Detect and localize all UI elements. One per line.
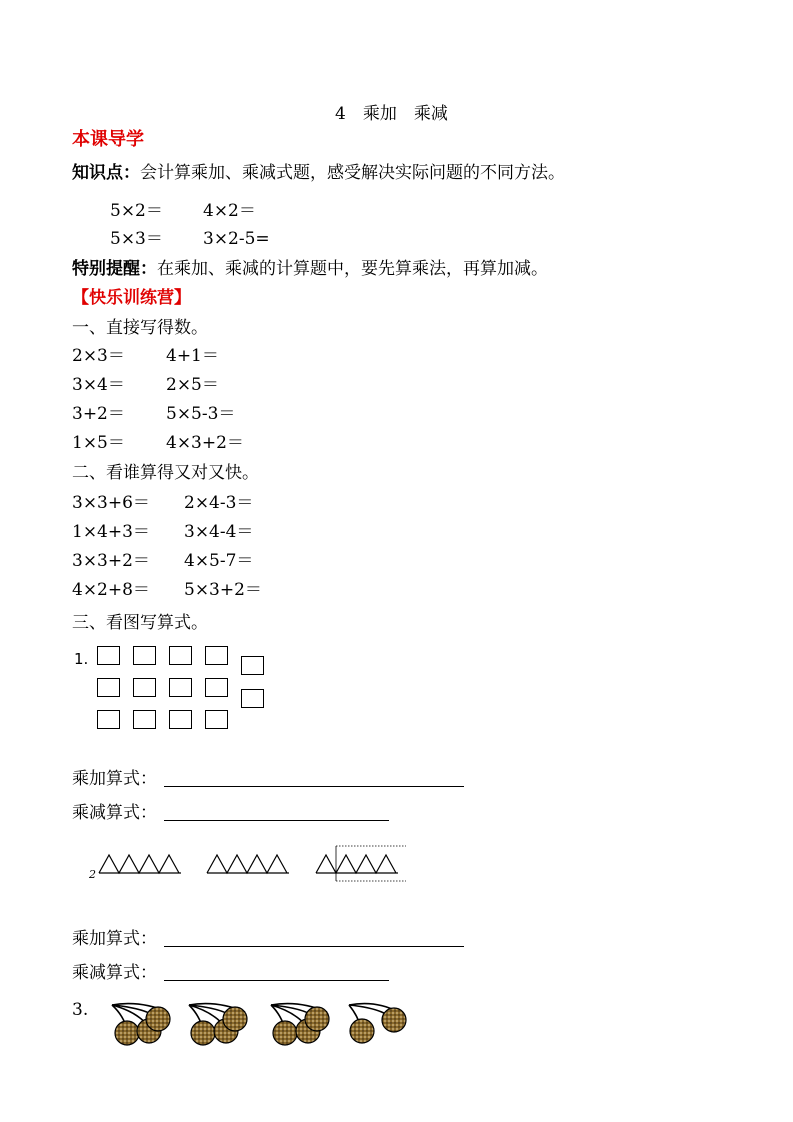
example-1b: 4×2＝ xyxy=(203,201,256,221)
q2-sub-label: 乘减算式： xyxy=(72,963,157,983)
example-2a: 5×3＝ xyxy=(110,229,163,249)
s2-r1-b: 2×4-3＝ xyxy=(184,493,254,513)
s1-r2-b: 2×5＝ xyxy=(166,375,219,395)
s1-r2-a: 3×4＝ xyxy=(72,375,125,395)
s2-r3-b: 4×5-7＝ xyxy=(184,551,254,571)
reminder-label: 特别提醒： xyxy=(72,259,157,279)
example-2b: 3×2-5= xyxy=(203,229,270,249)
cherry xyxy=(305,1007,329,1031)
section1-heading: 一、直接写得数。 xyxy=(72,318,208,338)
s1-r1-a: 2×3＝ xyxy=(72,346,125,366)
s2-r4-b: 5×3+2＝ xyxy=(184,580,262,600)
example-1a: 5×2＝ xyxy=(110,201,163,221)
cherry xyxy=(115,1021,139,1045)
knowledge-label: 知识点： xyxy=(72,163,140,183)
s2-r3-a: 3×3+2＝ xyxy=(72,551,150,571)
s2-r2-b: 3×4-4＝ xyxy=(184,522,254,542)
cherry xyxy=(273,1021,297,1045)
cherry xyxy=(223,1007,247,1031)
page-title: 4 乘加 乘减 xyxy=(335,104,448,124)
section2-heading: 二、看谁算得又对又快。 xyxy=(72,463,259,483)
q1-add-label: 乘加算式： xyxy=(72,769,157,789)
section3-heading: 三、看图写算式。 xyxy=(72,613,208,633)
s2-r4-a: 4×2+8＝ xyxy=(72,580,150,600)
q2-number: 2 xyxy=(89,868,96,881)
reminder-text: 在乘加、乘减的计算题中，要先算乘法，再算加减。 xyxy=(157,259,548,279)
s1-r3-a: 3+2＝ xyxy=(72,404,125,424)
s1-r1-b: 4+1＝ xyxy=(166,346,219,366)
guide-heading: 本课导学 xyxy=(72,129,144,150)
camp-heading: 【快乐训练营】 xyxy=(72,288,191,308)
cherry xyxy=(382,1008,406,1032)
cherry xyxy=(350,1019,374,1043)
q1-sub-label: 乘减算式： xyxy=(72,803,157,823)
knowledge-text: 会计算乘加、乘减式题，感受解决实际问题的不同方法。 xyxy=(140,163,565,183)
cherry xyxy=(146,1007,170,1031)
s2-r1-a: 3×3+6＝ xyxy=(72,493,150,513)
q3-number: 3. xyxy=(72,1000,89,1020)
s1-r4-b: 4×3+2＝ xyxy=(166,433,244,453)
q1-number: 1. xyxy=(74,650,89,668)
q2-add-label: 乘加算式： xyxy=(72,929,157,949)
cherry xyxy=(191,1021,215,1045)
s2-r2-a: 1×4+3＝ xyxy=(72,522,150,542)
s1-r3-b: 5×5-3＝ xyxy=(166,404,236,424)
s1-r4-a: 1×5＝ xyxy=(72,433,125,453)
